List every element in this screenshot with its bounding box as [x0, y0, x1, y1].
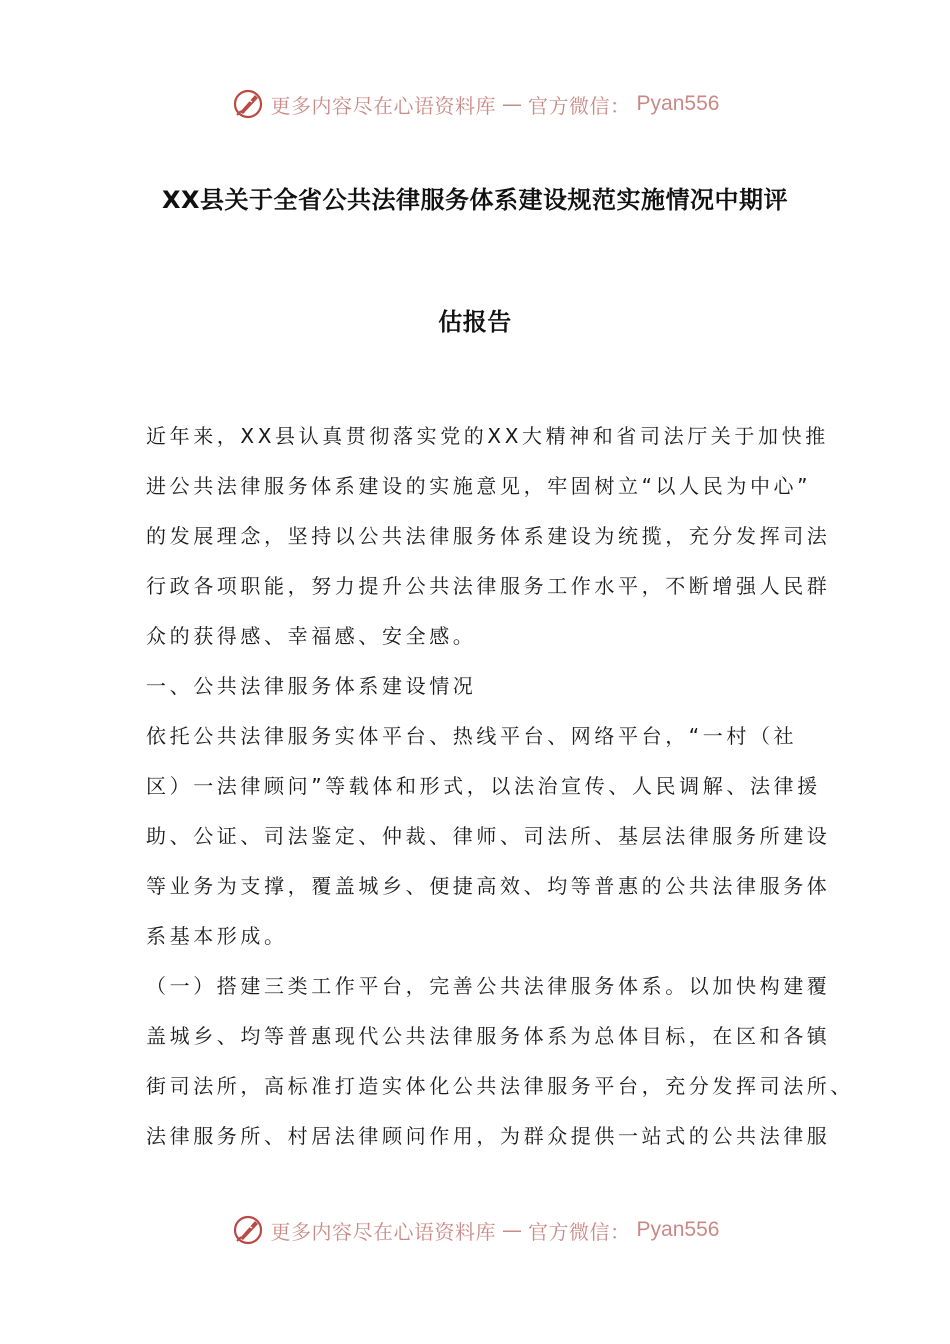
body-line: 系基本形成。	[146, 924, 288, 948]
body-line: 街司法所，高标准打造实体化公共法律服务平台，充分发挥司法所、	[146, 1074, 854, 1098]
document-title-line-1: XX县关于全省公共法律服务体系建设规范实施情况中期评	[161, 186, 788, 214]
body-line: 盖城乡、均等普惠现代公共法律服务体系为总体目标，在区和各镇	[146, 1024, 831, 1048]
section-heading: 一、公共法律服务体系建设情况	[146, 674, 477, 698]
footer-watermark	[0, 1210, 950, 1250]
watermark-separator: —	[502, 1218, 523, 1242]
body-line: 行政各项职能，努力提升公共法律服务工作水平，不断增强人民群	[146, 574, 831, 598]
watermark-label: 官方微信：	[528, 93, 631, 118]
watermark-account: Pyan556	[636, 1218, 720, 1241]
body-line: 等业务为支撑，覆盖城乡、便捷高效、均等普惠的公共法律服务体	[146, 874, 831, 898]
body-line: 近年来，XX县认真贯彻落实党的XX大精神和省司法厅关于加快推	[146, 424, 829, 448]
subsection-line: （一）搭建三类工作平台，完善公共法律服务体系。以加快构建覆	[146, 974, 831, 998]
body-line: 法律服务所、村居法律顾问作用，为群众提供一站式的公共法律服	[146, 1124, 831, 1148]
watermark-cn-text: 更多内容尽在心语资料库	[270, 1219, 497, 1244]
body-line: 进公共法律服务体系建设的实施意见，牢固树立“以人民为中心”	[146, 474, 812, 498]
watermark-account: Pyan556	[636, 92, 720, 115]
body-line: 区）一法律顾问”等载体和形式，以法治宣传、人民调解、法律援	[146, 774, 821, 798]
body-line: 依托公共法律服务实体平台、热线平台、网络平台，“一村（社	[146, 724, 798, 748]
body-line: 的发展理念，坚持以公共法律服务体系建设为统揽，充分发挥司法	[146, 524, 831, 548]
header-watermark	[0, 84, 950, 124]
pen-logo-icon	[231, 1213, 265, 1247]
body-line: 助、公证、司法鉴定、仲裁、律师、司法所、基层法律服务所建设	[146, 824, 831, 848]
watermark-cn-text: 更多内容尽在心语资料库	[270, 93, 497, 118]
pen-logo-icon	[231, 87, 265, 121]
watermark-label: 官方微信：	[528, 1219, 631, 1244]
watermark-separator: —	[502, 92, 523, 116]
document-title-line-2: 估报告	[438, 308, 512, 336]
body-line: 众的获得感、幸福感、安全感。	[146, 624, 477, 648]
